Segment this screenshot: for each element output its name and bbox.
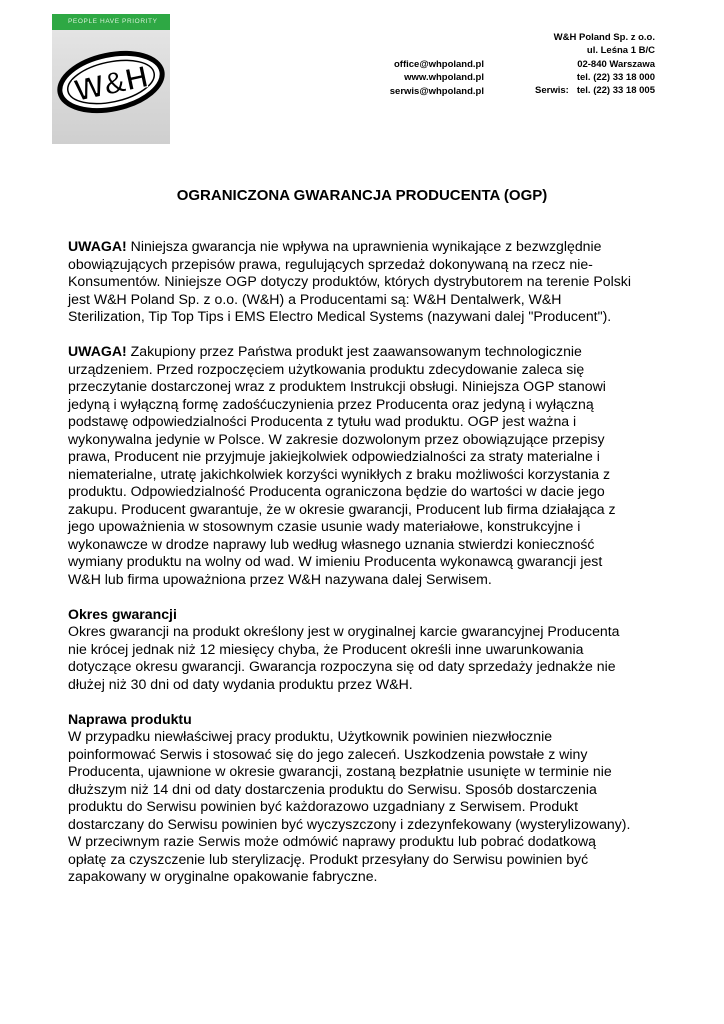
text-line: UWAGA! Zakupiony przez Państwa produkt jest zaawansowanym technologicznie [68, 343, 582, 359]
text-line: jedyną i wyłączną formę zadośćuczynienia przez Producenta oraz jedyną i wyłączną [68, 395, 594, 412]
notice-label: UWAGA! [68, 343, 127, 359]
website-link[interactable]: www.whpoland.pl [404, 72, 484, 84]
company-address [535, 31, 655, 97]
company-name: W&H Poland Sp. z o.o. [553, 32, 655, 43]
text-line: obowiązujących przepisów prawa, regulujących sprzedaż dokonywaną na rzecz nie- [68, 255, 593, 272]
text-line: dłużej niż 30 dni od daty wydania produktu przez W&H. [68, 675, 413, 692]
text-line: przeczytanie dostarczonej wraz z produktem Instrukcji obsługi. Niniejsza OGP stanowi [68, 378, 606, 394]
text-line: W&H lub firma upoważniona przez W&H nazywana dalej Serwisem. [68, 570, 492, 587]
text-line: produktu. Odpowiedzialność Producenta ograniczona będzie do wartości w dacie jego [68, 483, 605, 499]
notice-label: UWAGA! [68, 238, 127, 254]
text-line: poinformować Serwis i stosować się do jego zaleceń. Uszkodzenia powstałe z winy [68, 745, 588, 762]
text-line: Okres gwarancji na produkt określony jest w oryginalnej karcie gwarancyjnej Producenta [68, 623, 620, 639]
email-service[interactable]: serwis@whpoland.pl [389, 85, 484, 97]
text-line: urządzeniem. Przed rozpoczęciem użytkowania produktu zdecydowanie zaleca się [68, 360, 585, 377]
section-product-repair [68, 711, 660, 886]
paragraph-notice-2 [68, 343, 660, 588]
text-line: dotyczące okresu gwarancji. Gwarancja rozpoczyna się od daty sprzedaży jednakże nie [68, 658, 616, 674]
text-line: wykonawcze w drodze naprawy lub według własnego uznania stwierdzi konieczność [68, 535, 595, 552]
text-line: wymiany produktu na wolny od wad. W imieniu Producenta wykonawcą gwarancji jest [68, 553, 603, 569]
document-body [68, 238, 660, 903]
company-logo [52, 14, 170, 144]
text-line: zapakowany w oryginalne opakowanie fabryczne. [68, 868, 378, 884]
text-line: prawa, Producent nie przyjmuje jakiejkolwiek odpowiedzialności za straty materialne i [68, 448, 600, 464]
logo-tagline: PEOPLE HAVE PRIORITY [52, 14, 170, 30]
section-heading: Naprawa produktu [68, 710, 192, 727]
company-street: ul. Leśna 1 B/C [586, 45, 655, 57]
wh-logo-icon [52, 30, 170, 144]
service-label: Serwis: [535, 85, 569, 97]
text-line: W przeciwnym razie Serwis może odmówić naprawy produktu lub pobrać dodatkową [68, 833, 596, 849]
text-line: dłuższym niż 14 dni od daty dostarczenia produktu do Serwisu. Sposób dostarczenia [68, 780, 597, 797]
text-line: podstawę odpowiedzialności Producenta z tytułu wad produktu. OGP jest ważna i [68, 413, 577, 429]
text-line: jest W&H Poland Sp. z o.o. (W&H) a Producentami są: W&H Dentalwerk, W&H [68, 290, 562, 307]
text-line: nie krócej jednak niż 12 miesięcy chyba, że Producent określi inne uwarunkowania [68, 640, 584, 657]
section-warranty-period [68, 606, 660, 694]
text-line: niematerialne, utratę jakichkolwiek korzyści wynikłych z braku możliwości korzystania z [68, 465, 611, 482]
email-office[interactable]: office@whpoland.pl [393, 59, 484, 70]
paragraph-notice-1 [68, 238, 660, 326]
text-line: UWAGA! Niniejsza gwarancja nie wpływa na uprawnienia wynikające z bezwzględnie [68, 238, 602, 254]
text-line: zakupu. Producent gwarantuje, że w okresie gwarancji, Producent lub firma działająca z [68, 500, 616, 517]
contact-block [360, 58, 484, 98]
text-line: W przypadku niewłaściwej pracy produktu, Użytkownik powinien niezwłocznie [68, 728, 553, 744]
text-line: jego upoważnienia w stosownym czasie usunie wady materiałowe, konstrukcyjne i [68, 518, 581, 534]
logo-plate [52, 30, 170, 144]
company-phone: tel. (22) 33 18 000 [576, 71, 655, 83]
text-line: wykonywalna jedynie w Polsce. W zakresie dozwolonym przez obowiązujące przepisy [68, 430, 605, 447]
document-title: OGRANICZONA GWARANCJA PRODUCENTA (OGP) [176, 187, 548, 204]
section-heading: Okres gwarancji [68, 605, 177, 622]
text-line: opłatę za czyszczenie lub sterylizację. Produkt przesyłany do Serwisu powinien być [68, 850, 589, 867]
text-line: produktu do Serwisu powinien być każdorazowo uzgadniany z Serwisem. Produkt [68, 798, 578, 814]
text-line: Producenta, ujawnione w okresie gwarancji, zostaną bezpłatnie usunięte w terminie nie [68, 763, 612, 779]
text-line: dostarczany do Serwisu powinien być wyczyszczony i zdezynfekowany (wysterylizowany). [68, 815, 631, 832]
text-line: Sterilization, Tip Top Tips i EMS Electro Medical Systems (nazywani dalej "Producent"). [68, 308, 612, 324]
text-line: Konsumentów. Niniejsze OGP dotyczy produktów, których dystrybutorem na terenie Polski [68, 273, 631, 289]
logo-text: W&H [71, 58, 152, 109]
service-phone-row [535, 84, 655, 97]
company-city: 02-840 Warszawa [577, 58, 655, 70]
service-phone: tel. (22) 33 18 005 [576, 85, 655, 97]
